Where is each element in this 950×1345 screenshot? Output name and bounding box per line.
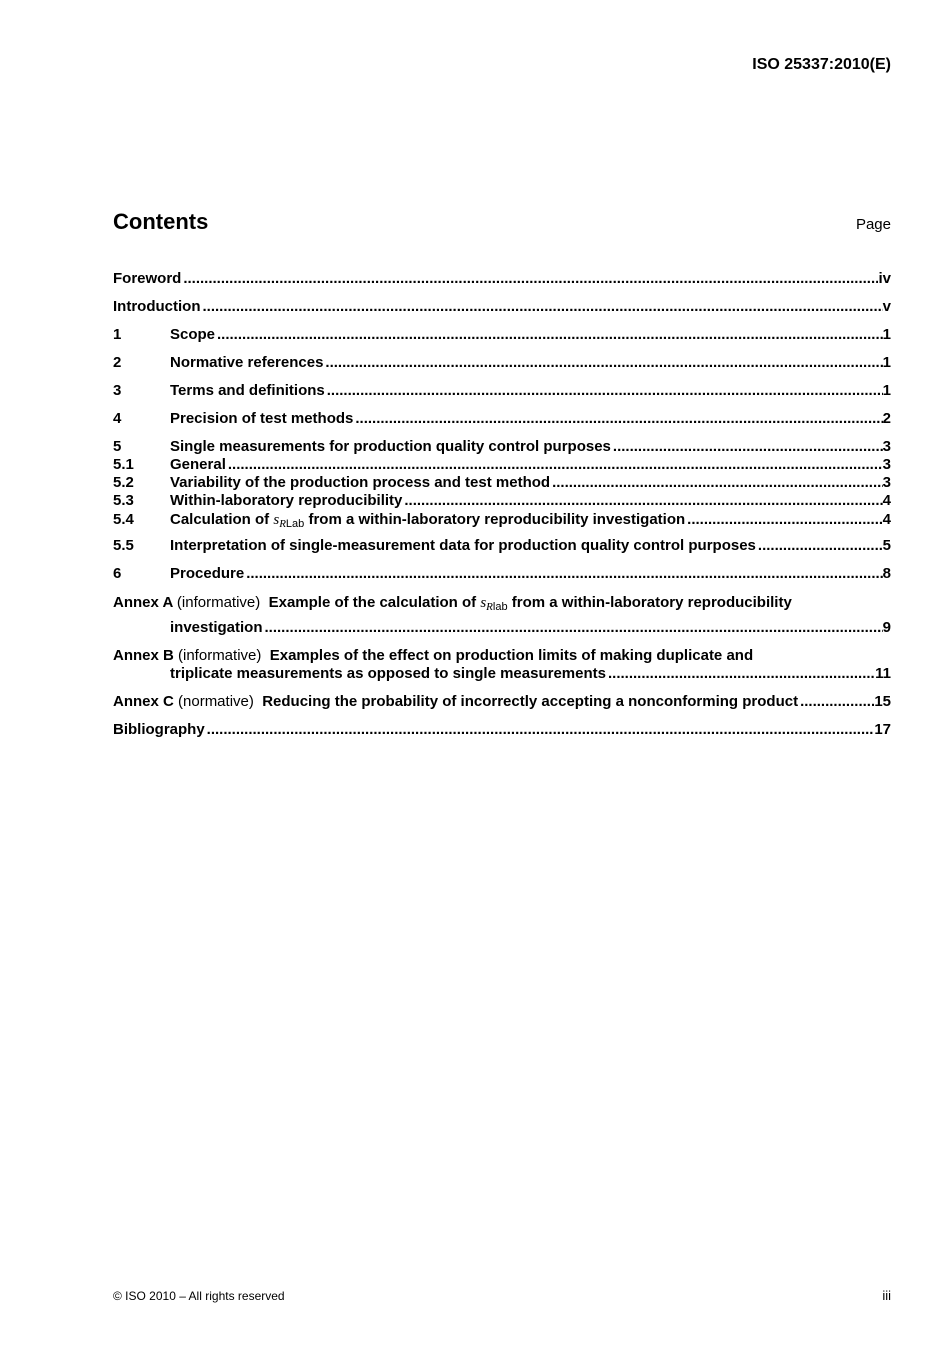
toc-entry-number: 5 [113,438,122,455]
toc-entry-number: 5.3 [113,492,134,509]
document-id: ISO 25337:2010(E) [752,56,891,73]
math-subscript-lab: lab [492,601,508,613]
toc-entry-number: 3 [113,382,122,399]
toc-entry-introduction[interactable] [113,298,891,316]
toc-entry-title: Foreword [113,270,182,287]
toc-entry-title: Terms and definitions [170,382,325,399]
math-symbol-s: s [480,595,487,611]
toc-entry-number: 2 [113,354,122,371]
toc-entry-calculation-srlab[interactable] [113,511,891,533]
toc-entry-general[interactable] [113,456,891,474]
toc-entry-page: 2 [882,410,891,427]
math-subscript-r: R [486,601,493,613]
toc-entry-page: 11 [875,665,891,682]
toc-entry-page: 5 [882,537,891,554]
toc-entry-title: Scope [170,326,216,343]
toc-entry-foreword[interactable] [113,270,891,288]
toc-entry-title: Introduction [113,298,201,315]
toc-entry-page: 9 [882,619,891,636]
toc-entry-procedure[interactable] [113,565,891,583]
toc-entry-title: Single measurements for production quality control purposes [170,438,611,455]
annex-type: (informative) [176,594,261,611]
toc-entry-title: Precision of test methods [170,410,354,427]
toc-entry-title: General [170,456,226,473]
toc-entry-page: 3 [882,474,891,491]
toc-entry-page: 3 [882,456,891,473]
toc-entry-title: Within-laboratory reproducibility [170,492,403,509]
annex-label: Annex B [113,647,174,664]
toc-entry-within-lab-reproducibility[interactable] [113,492,891,510]
toc-entry-number: 5.4 [113,511,134,528]
toc-entry-title-continued: investigation [170,619,263,636]
toc-entry-page: 1 [882,354,891,371]
contents-heading: Contents [113,209,209,234]
toc-entry-number: 5.2 [113,474,134,491]
toc-entry-interpretation[interactable] [113,537,891,555]
annex-type: (normative) [178,693,254,710]
toc-entry-title: Calculation of $s_{RLab}$ from a within-laboratory reproducibility investigation [170,511,686,530]
toc-entry-number: 1 [113,326,122,343]
toc-entry-terms-and-definitions[interactable] [113,382,891,400]
toc-entry-title: Normative references [170,354,324,371]
toc-entry-title-continued: triplicate measurements as opposed to single measurements [170,665,606,682]
toc-entry-variability[interactable] [113,474,891,492]
toc-entry-bibliography[interactable] [113,721,891,739]
toc-entry-page: 4 [882,492,891,509]
toc-entry-normative-references[interactable] [113,354,891,372]
toc-entry-title: Variability of the production process and test method [170,474,551,491]
toc-entry-title: Interpretation of single-measurement data for production quality control purposes [170,537,756,554]
toc-entry-number: 4 [113,410,122,427]
math-subscript-lab: Lab [285,518,305,530]
toc-entry-page: 3 [882,438,891,455]
toc-entry-number: 6 [113,565,122,582]
toc-entry-annex-b[interactable] [113,647,891,683]
toc-entry-page: 1 [882,326,891,343]
toc-entry-precision-of-test-methods[interactable] [113,410,891,428]
toc-entry-title: Procedure [170,565,245,582]
math-symbol-s: s [273,512,280,528]
toc-entry-page: 1 [882,382,891,399]
math-subscript-r: R [279,518,286,530]
toc-entry-page: 17 [874,721,891,738]
toc-entry-title: Annex B (informative) Examples of the effect on production limits of making duplicate and [113,647,754,664]
toc-entry-title: Annex A (informative) Example of the calculation of $s_{Rlab}$ from a within-laboratory reproducibility [113,594,792,613]
toc-entry-number: 5.1 [113,456,134,473]
annex-type: (informative) [178,647,262,664]
table-of-contents [113,268,891,739]
annex-label: Annex A [113,594,173,611]
page-column-label: Page [855,216,891,233]
toc-entry-annex-a[interactable] [113,593,891,637]
copyright-notice: © ISO 2010 – All rights reserved [113,1289,285,1303]
toc-entry-annex-c[interactable] [113,693,891,711]
toc-entry-number: 5.5 [113,537,134,554]
toc-entry-single-measurements[interactable] [113,438,891,456]
toc-entry-page: 4 [882,511,891,528]
toc-entry-page: v [882,298,891,315]
toc-entry-page: iv [878,270,891,287]
toc-entry-title: Bibliography [113,721,205,738]
toc-entry-title: Annex C (normative) Reducing the probability of incorrectly accepting a nonconforming product [113,693,799,710]
toc-entry-scope[interactable] [113,326,891,344]
toc-entry-page: 8 [882,565,891,582]
toc-entry-page: 15 [874,693,891,710]
annex-label: Annex C [113,693,174,710]
page-number: iii [882,1288,891,1303]
